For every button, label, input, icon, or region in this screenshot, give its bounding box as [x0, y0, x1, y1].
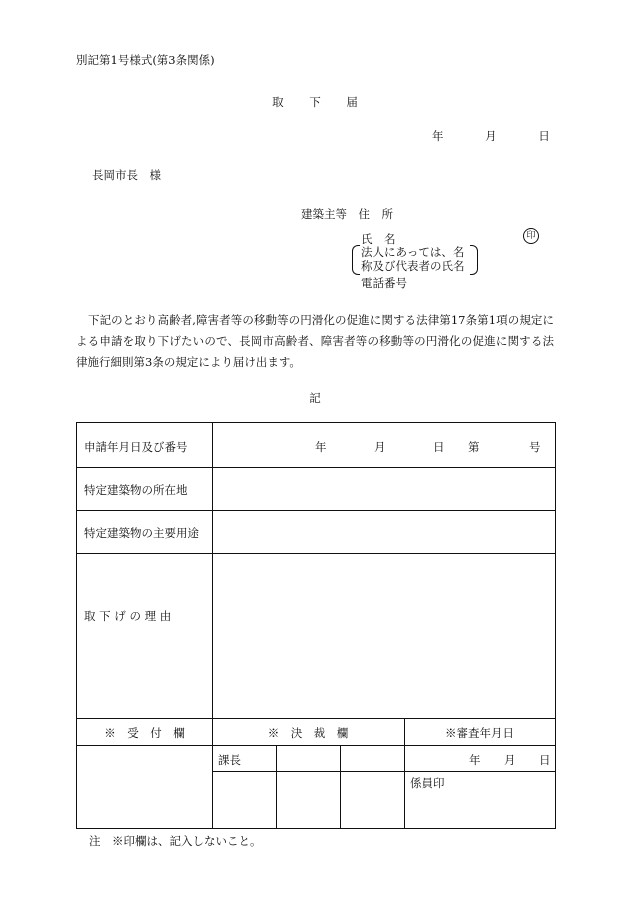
corporation-note-line-1: 法人にあっては、名: [361, 245, 465, 259]
corporation-note-line-2: 称及び代表者の氏名: [361, 259, 465, 273]
form-number-label: 別記第1号様式(第3条関係): [76, 53, 215, 67]
col-divider-decision-2: [340, 745, 341, 828]
col-divider-main: [212, 423, 213, 828]
corporation-note-text: [361, 245, 465, 273]
phone-label: 電話番号: [361, 276, 407, 290]
review-date-header: ※審査年月日: [445, 726, 514, 740]
addressee: 長岡市長 様: [92, 168, 161, 182]
review-year: 年: [469, 753, 481, 767]
title-char-1: 取: [272, 95, 284, 109]
footnote: 注 ※印欄は、記入しないこと。: [89, 834, 262, 848]
left-bracket: [352, 245, 360, 275]
application-month: 月: [374, 440, 386, 454]
row-divider-5: [77, 745, 555, 746]
section-chief-label: 課長: [218, 753, 241, 767]
title-char-3: 届: [346, 95, 358, 109]
row-divider-6: [212, 771, 555, 772]
seal-mark: 印: [523, 228, 539, 244]
title-char-2: 下: [309, 95, 321, 109]
building-use-label: 特定建築物の主要用途: [84, 526, 199, 540]
applicant-address-label: 建築主等 住 所: [301, 207, 393, 221]
row-divider-4: [77, 718, 555, 719]
application-date-label: 申請年月日及び番号: [84, 440, 188, 454]
col-divider-decision-1: [276, 745, 277, 828]
withdrawal-reason-label: 取 下 げ の 理 由: [84, 609, 172, 623]
application-day: 日: [433, 440, 445, 454]
date-year: 年: [432, 129, 444, 143]
document-title: [0, 94, 630, 110]
withdrawal-form-table: [76, 422, 556, 829]
application-number-dai: 第: [468, 440, 480, 454]
application-year: 年: [315, 440, 327, 454]
body-paragraph: 下記のとおり高齢者,障害者等の移動等の円滑化の促進に関する法律第17条第1項の規定による申請を取り下げたいので、長岡市高齢者、障害者等の移動等の円滑化の促進に関する法律施行細則第3条の規定により届け出ます。: [76, 313, 554, 369]
reception-header: ※ 受 付 欄: [104, 726, 185, 740]
date-month: 月: [485, 129, 497, 143]
right-bracket: [470, 245, 478, 275]
application-number-go: 号: [529, 440, 541, 454]
row-divider-2: [77, 510, 555, 511]
building-location-label: 特定建築物の所在地: [84, 483, 188, 497]
submission-date: [432, 128, 550, 144]
applicant-name-label: 氏 名: [361, 232, 396, 246]
staff-seal-label: 係員印: [410, 776, 445, 790]
review-month: 月: [504, 753, 516, 767]
row-divider-3: [77, 553, 555, 554]
review-day: 日: [539, 753, 551, 767]
date-day: 日: [538, 129, 550, 143]
row-divider-1: [77, 467, 555, 468]
ki-heading: 記: [309, 391, 321, 405]
decision-header: ※ 決 裁 欄: [267, 726, 349, 740]
